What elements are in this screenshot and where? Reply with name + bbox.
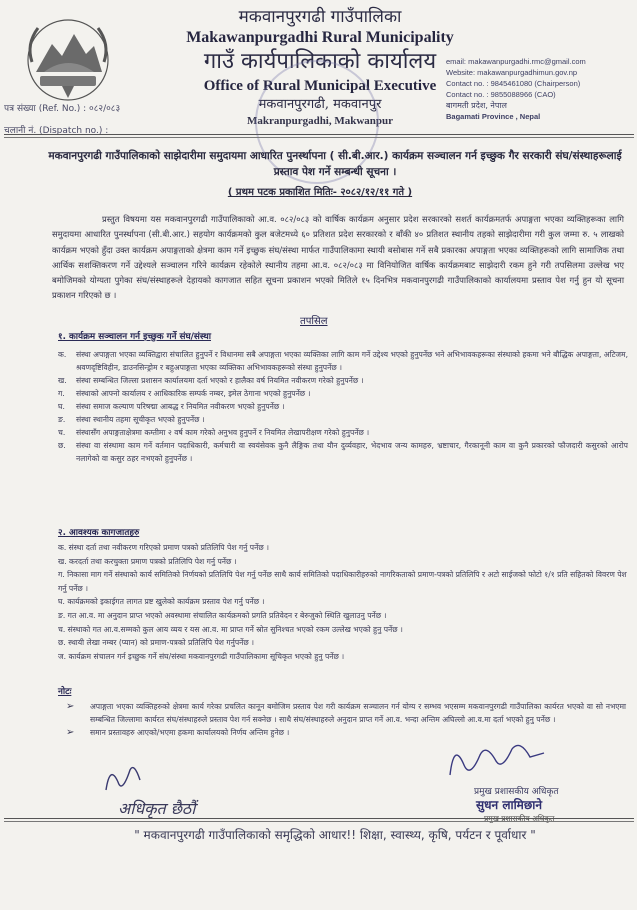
item-text: संस्था अपाङ्गता भएका व्यक्तिद्वारा संचालित हुनुपर्ने र विधानमा सबै अपाङ्गता भएका व्यक्तिका लागि काम गर्ने उद्देश्य भएको हुनुपर्नेछ भने अभिभावकहरूका संस्थाको हकमा भने बौद्धिक अपाङ्गता, अटिजम, श्रवणदृष्टिविहीन, डाउनसिन्ड्रोम र बहुअपाङ्गता भएका व्यक्तिका अभिभावकहरूको संस्था हुनुपर्नेछ । xyxy=(76,350,628,372)
item-text: संस्था स्थानीय तहमा सूचीकृत भएको हुनुपर्नेछ । xyxy=(76,415,205,424)
footer-divider-thin xyxy=(4,821,634,822)
website-text: Website: makawanpurgadhimun.gov.np xyxy=(446,68,578,77)
item-text: संस्थासँग अपाङ्गताक्षेत्रमा कम्तीमा २ वर्ष काम गरेको अनुभव हुनुपर्ने र नियमित लेखापरीक्षण गरेको हुनुपर्नेछ । xyxy=(76,428,370,437)
arrow-bullet-icon: ➢ xyxy=(66,701,75,712)
right-signature xyxy=(440,735,570,785)
contact-chairperson: Contact no. : 9845461080 (Chairperson) xyxy=(446,79,581,88)
notice-subject: मकवानपुरगढी गाउँपालिकाको साझेदारीमा समुदायमा आधारित पुनर्स्थापना ( सी.बी.आर.) कार्यक्रम सञ्चालन गर्न इच्छुक गैर सरकारी संघ/संस्थाहरूलाई प्रस्ताव पेश गर्ने सम्बन्धी सूचना । xyxy=(48,150,622,178)
nepal-emblem-icon xyxy=(22,14,114,102)
list-item xyxy=(66,700,626,726)
notes-heading: नोटः xyxy=(58,687,72,697)
item-text: संस्थाको आफ्नो कार्यालय र आधिकारिक सम्पर्क नम्बर, इमेल ठेगाना भएको हुनुपर्नेछ । xyxy=(76,389,311,398)
province-np: बागमती प्रदेश, नेपाल xyxy=(446,101,507,110)
list-item: ख. करदर्ता तथा करचुक्ता प्रमाण पत्रको प्रतिलिपि पेश गर्नु पर्नेछ । xyxy=(58,556,237,566)
list-item: च. संस्थाको गत आ.व.सम्मको कुल आय व्यय र यस आ.व. मा प्राप्त गर्ने स्रोत सुनिश्चत भएको रकम उल्लेख भएको हुनु पर्नेछ । xyxy=(58,624,403,634)
arrow-bullet-icon: ➢ xyxy=(66,727,75,738)
list-item xyxy=(58,387,628,400)
note-text: समान प्रस्तावहरु आएको/भएमा हकमा कार्यालयको निर्णय अन्तिम हुनेछ । xyxy=(90,728,290,737)
publication-date: ( प्रथम पटक प्रकाशित मितिः- २०८२/१२/११ गते ) xyxy=(227,187,413,198)
office-title-np: गाउँ कार्यपालिकाको कार्यालय xyxy=(203,49,437,74)
right-officer-role: प्रमुख प्रशासकीय अधिकृत xyxy=(484,814,555,823)
list-item xyxy=(58,413,628,426)
reference-block xyxy=(4,98,120,142)
header-divider xyxy=(4,134,634,135)
left-signature xyxy=(100,760,160,800)
section2-heading: २. आवश्यक कागजातहरु xyxy=(58,528,140,538)
footer-slogan: " मकवानपुरगढी गाउँपालिकाको समृद्धिको आधार!! शिक्षा, स्वास्थ्य, कृषि, पर्यटन र पूर्वाधार " xyxy=(134,828,536,842)
left-officer-title: अधिकृत छैठौं xyxy=(118,799,196,818)
item-text: संस्था समाज कल्याण परिषद्मा आबद्ध र नियमित नवीकरण भएको हुनुपर्नेछ । xyxy=(76,402,285,411)
item-marker: छ. xyxy=(58,441,66,450)
item-marker: च. xyxy=(58,428,66,437)
contact-block xyxy=(446,56,636,122)
province-en: Bagamati Province , Nepal xyxy=(446,112,541,121)
list-item xyxy=(58,426,628,439)
municipality-title-np: मकवानपुरगढी गाउँपालिका xyxy=(238,7,402,27)
list-item: ङ. गत आ.व. मा अनुदान प्राप्त भएको अवस्थामा संचालित कार्यक्रमको प्रगति प्रतिवेदन र बेरुजुको स्थिति खुलाउनु पर्नेछ । xyxy=(58,610,387,620)
item-marker: क. xyxy=(58,350,67,359)
section1-list xyxy=(58,348,628,465)
details-heading: तपसिल xyxy=(300,316,328,327)
dispatch-number: चलानी नं. (Dispatch no.) : xyxy=(4,126,109,136)
list-item: ज. कार्यक्रम संचालन गर्न इच्छुक गर्ने संघ/संस्था मकवानपुरगढी गाउँपालिकामा सूचिकृत भएको हुनु पर्नेछ । xyxy=(58,651,345,661)
item-marker: ख. xyxy=(58,376,67,385)
ref-number: पत्र संख्या (Ref. No.) : ०८२/०८३ xyxy=(4,104,121,114)
place-np: मकवानपुरगढी, मकवानपुर xyxy=(258,97,382,112)
place-en: Makranpurgadhi, Makwanpur xyxy=(246,115,394,127)
item-marker: ग. xyxy=(58,389,65,398)
list-item xyxy=(58,400,628,413)
list-item: क. संस्था दर्ता तथा नवीकरण गरिएको प्रमाण पत्रको प्रतिलिपि पेश गर्नु पर्नेछ । xyxy=(58,543,269,552)
notice-body: प्रस्तुत विषयमा यस मकवानपुरगढी गाउँपालिकाको आ.व. ०८२/०८३ को वार्षिक कार्यक्रम अनुसार प्रदेश सरकारको सशर्त कार्यक्रमतर्फ अपाङ्गता भएका व्यक्तिहरूका लागि समुदायमा आधारित पुनर्स्थापना (सी.बी.आर.) सहयोग कार्यक्रमको कुल बजेटमध्ये ६० प्रतिशत प्रदेश सरकारको र बाँकी ४० प्रतिशत स्थानीय तहको साझेदारीमा गरी कुल जम्मा रु. ५ लाखको कार्यक्रम भएको हुँदा उक्त कार्यक्रम अपाङ्गताको क्षेत्रमा काम गर्ने इच्छुक संघ/संस्था मार्फत गाउँपालिकामा स्थायी बसोबास गर्ने सबै प्रकारका अपाङ्गता भएका व्यक्तिहरूको लागि सामाजिक तथा आर्थिक सशक्तिकरण गर्ने उद्देश्यले सञ्चालन गरिने कार्यक्रम रहेकोले स्थानीय तहमा आ.व. ०८२/०८३ मा विनियोजित वार्षिक कार्यक्रमबाट साझेदारी रकम हुने गरी तपसिलमा उल्लेख भए बमोजिमको योग्यता पुगेका संघ/संस्थाहरूले देहायको कागजात सहित सूचना प्रकाशन भएको मितिले १५ दिनभित्र मकवानपुरगढी गाउँपालिकाको कार्यालयमा प्रस्ताव पेश गर्नु हुन यो सूचना प्रकाशन गरिएको छ । xyxy=(52,214,624,301)
right-officer-title: प्रमुख प्रशासकीय अधिकृत xyxy=(474,787,559,797)
list-item: ग. निकासा माग गर्ने संस्थाको कार्य समितिको निर्णयको प्रतिलिपि पेश गर्नु पर्नेछ साथै कार्य समितिको पदाधिकारीहरुको नागरिकताको प्रमाण-पत्रको प्रतिलिपि र अटो साईजको फोटो १/१ प्रति सहितको विवरण पेश गर्नु पर्नेछ । xyxy=(58,570,627,593)
list-item xyxy=(58,348,628,374)
note-text: अपाङ्गता भएका व्यक्तिहरुको क्षेत्रमा कार्य गरेका प्रचलित कानून बमोजिम प्रस्ताव पेश गरी कार्यक्रम सञ्चालन गर्न योग्य र सम्भव भएसम्म मकवानपुरगढी गाउँपालिका कार्यरत भएको वा सो नभएमा सम्बन्धित जिल्लामा कार्यरत संघ/संस्थाहरुले प्रस्ताव पेश गर्न सक्नेछ । साथै संघ/संस्थाहरुले अनुदान प्राप्त गर्ने आ.व. भन्दा अन्तिम अघिल्लो आ.व.मा दर्ता भएको हुनु पर्नेछ । xyxy=(90,702,626,724)
municipality-title-en: Makawanpurgadhi Rural Municipality xyxy=(186,29,454,46)
notes-list xyxy=(66,700,626,739)
header-divider-thin xyxy=(4,137,634,138)
contact-cao: Contact no. : 9855088966 (CAO) xyxy=(446,90,556,99)
list-item: छ. स्थायी लेखा नम्बर (प्यान) को प्रमाण-पत्रको प्रतिलिपि पेश गर्नुपर्नेछ । xyxy=(58,638,254,648)
section2-list xyxy=(58,541,628,663)
email-text: email: makawanpurgadhi.rmc@gmail.com xyxy=(446,57,586,66)
list-item xyxy=(58,439,628,465)
footer-divider xyxy=(4,818,634,819)
item-marker: ङ. xyxy=(58,415,66,424)
item-marker: घ. xyxy=(58,402,65,411)
list-item xyxy=(58,374,628,387)
item-text: संस्था वा संस्थामा काम गर्ने वर्तमान पदाधिकारी, कर्मचारी वा स्वयंसेवक कुनै लैङ्गिक तथा यौन दुर्व्यवहार, भेदभाव जन्य कामहरु, भ्रष्टाचार, गैरकानूनी काम वा कुनै प्रकारको फौजदारी कसुरको आरोप नलागेको वा कसुर ठहर नभएको हुनुपर्नेछ । xyxy=(76,441,628,463)
section1-heading: १. कार्यक्रम सञ्चालन गर्न इच्छुक गर्ने संघ/संस्था xyxy=(58,332,211,342)
right-officer-name: सुधन लामिछाने xyxy=(476,798,543,812)
item-text: संस्था सम्बन्धित जिल्ला प्रशासन कार्यालयमा दर्ता भएको र हालैका वर्ष नियमित नवीकरण गरेको हुनुपर्नेछ । xyxy=(76,376,364,385)
list-item: घ. कार्यक्रमको इकाईगत लागत प्रष्ट खुलेको कार्यक्रम प्रस्ताव पेश गर्नु पर्नेछ । xyxy=(58,597,265,607)
office-title-en: Office of Rural Municipal Executive xyxy=(203,78,437,94)
